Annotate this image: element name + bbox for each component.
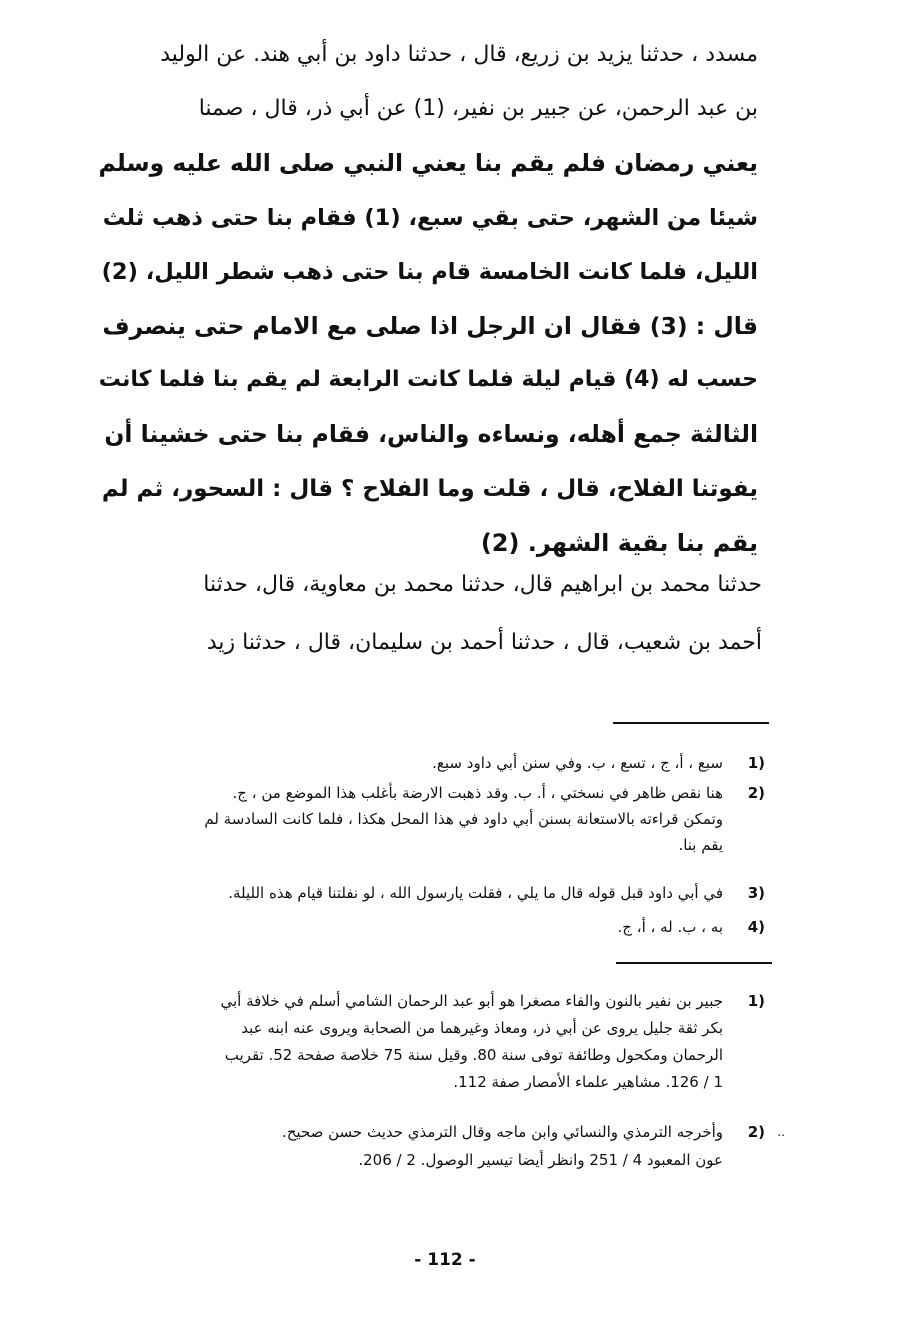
footnote	[150, 880, 765, 906]
footnote-line: يقم بنا.	[678, 836, 723, 854]
isnad-paragraph	[100, 556, 762, 672]
footnote-line: 1 / 126. مشاهير علماء الأمصار صفة 112.	[453, 1073, 723, 1091]
footnote	[100, 988, 765, 1096]
text-line: الليل، فلما كانت الخامسة قام بنا حتى ذهب شطر الليل، (2)	[101, 258, 758, 285]
hadith-paragraph	[98, 28, 758, 570]
footnote-divider	[616, 962, 772, 964]
footnote-number: (2	[747, 1123, 765, 1141]
text-line: قال : (3) فقال ان الرجل اذا صلى مع الامام حتى ينصرف	[102, 311, 758, 340]
footnote-number: (1	[747, 754, 765, 772]
text-line: حسب له (4) قيام ليلة فلما كانت الرابعة لم يقم بنا فلما كانت	[98, 367, 758, 393]
text-line: يعني رمضان فلم يقم بنا يعني النبي صلى الله عليه وسلم	[98, 149, 758, 178]
text-line: أحمد بن شعيب، قال ، حدثنا أحمد بن سليمان، قال ، حدثنا زيد	[206, 630, 762, 655]
footnote	[210, 1118, 785, 1174]
text-line: يقم بنا بقية الشهر. (2)	[480, 528, 758, 557]
text-line: مسدد ، حدثنا يزيد بن زريع، قال ، حدثنا داود بن أبي هند. عن الوليد	[160, 42, 758, 67]
footnote-divider	[613, 722, 769, 724]
footnote-line: سبع ، أ، ج ، تسع ، ب. وفي سنن أبي داود سبع.	[432, 754, 723, 772]
footnote-number: (2	[747, 784, 765, 802]
footnote	[560, 914, 765, 940]
footnote-number: (1	[747, 992, 765, 1010]
footnote-line: وتمكن قراءته بالاستعانة بسنن أبي داود في هذا المحل هكذا ، فلما كانت السادسة لم	[204, 810, 723, 828]
footnote-line: بكر ثقة جليل يروى عن أبي ذر، ومعاذ وغيرهما من الصحابة ويروى عنه ابنه عبد	[241, 1019, 723, 1037]
footnote-line: هنا نقص ظاهر في نسختي ، أ. ب. وقد ذهبت الارضة بأغلب هذا الموضع من ، ج.	[232, 784, 723, 802]
text-line: يفوتنا الفلاح، قال ، قلت وما الفلاح ؟ قال : السحور، ثم لم	[101, 475, 758, 502]
footnote-line: عون المعبود 4 / 251 وانظر أيضا تيسير الوصول. 2 / 206.	[358, 1151, 723, 1169]
footnote-line: جبير بن نفير بالنون والفاء مصغرا هو أبو عبد الرحمان الشامي أسلم في خلافة أبي	[220, 992, 723, 1010]
footnote-number: (4	[747, 918, 765, 936]
footnote-line: في أبي داود قبل قوله قال ما يلي ، فقلت يارسول الله ، لو نفلتنا قيام هذه الليلة.	[228, 884, 723, 902]
page-number: - 112 -	[414, 1250, 476, 1270]
footnote	[300, 750, 765, 776]
footnote	[107, 780, 765, 858]
text-line: بن عبد الرحمن، عن جبير بن نفير، (1) عن أبي ذر، قال ، صمنا	[198, 96, 758, 122]
footnote-number: (3	[747, 884, 765, 902]
footnote-line: الرحمان ومكحول وطائفة توفى سنة 80. وقيل سنة 75 خلاصة صفحة 52. تقريب	[224, 1046, 723, 1064]
text-line: شيئا من الشهر، حتى بقي سبع، (1) فقام بنا حتى ذهب ثلث	[102, 204, 758, 231]
footnote-mark: ..	[777, 1125, 785, 1139]
footnote-line: وأخرجه الترمذي والنسائي وابن ماجه وقال الترمذي حديث حسن صحيح.	[281, 1123, 723, 1141]
text-line: الثالثة جمع أهله، ونساءه والناس، فقام بنا حتى خشينا أن	[104, 420, 758, 449]
footnote-line: به ، ب. له ، أ، ج.	[617, 918, 723, 936]
text-line: حدثنا محمد بن ابراهيم قال، حدثنا محمد بن معاوية، قال، حدثنا	[203, 572, 762, 597]
